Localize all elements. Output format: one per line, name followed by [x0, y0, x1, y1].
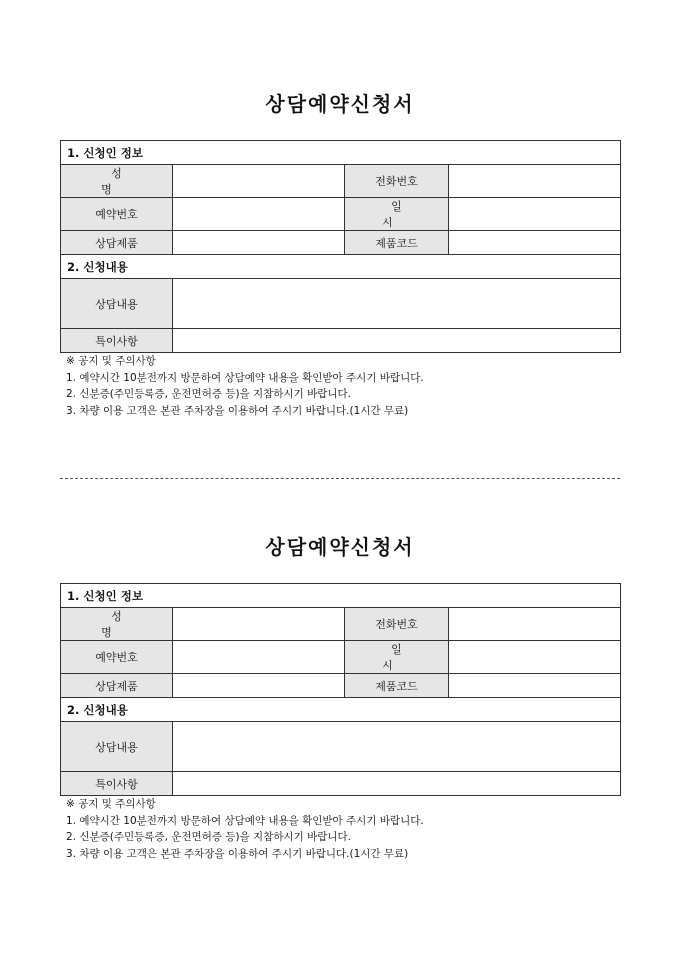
datetime-field[interactable] [449, 641, 621, 674]
remarks-field[interactable] [173, 329, 621, 353]
section-applicant-info: 1. 신청인 정보 [61, 584, 621, 608]
consultation-content-label: 상담내용 [61, 722, 173, 772]
product-code-field[interactable] [449, 231, 621, 255]
notice-header: ※ 공지 및 주의사항 [66, 355, 156, 367]
consultation-content-field[interactable] [173, 279, 621, 329]
name-label: 성 명 [61, 608, 173, 641]
form-table [60, 140, 621, 353]
remarks-field[interactable] [173, 772, 621, 796]
form-table [60, 583, 621, 796]
product-label: 상담제품 [61, 674, 173, 698]
consultation-content-label: 상담내용 [61, 279, 173, 329]
reservation-number-label: 예약번호 [61, 641, 173, 674]
name-field[interactable] [173, 608, 345, 641]
reservation-number-label: 예약번호 [61, 198, 173, 231]
remarks-label: 특이사항 [61, 329, 173, 353]
notice-item: 1. 예약시간 10분전까지 방문하여 상담예약 내용을 확인받아 주시기 바랍니다. [66, 814, 424, 827]
name-field[interactable] [173, 165, 345, 198]
phone-field[interactable] [449, 165, 621, 198]
reservation-form-1 [60, 90, 620, 419]
phone-label: 전화번호 [345, 608, 449, 641]
notice-header: ※ 공지 및 주의사항 [66, 798, 156, 810]
notice-item: 2. 신분증(주민등록증, 운전면허증 등)을 지참하시기 바랍니다. [66, 831, 352, 843]
section-request-content: 2. 신청내용 [61, 698, 621, 722]
product-code-label: 제품코드 [345, 231, 449, 255]
form-title: 상담예약신청서 [265, 92, 415, 116]
section-applicant-info: 1. 신청인 정보 [61, 141, 621, 165]
datetime-field[interactable] [449, 198, 621, 231]
product-code-field[interactable] [449, 674, 621, 698]
notice-item: 3. 차량 이용 고객은 본관 주차장을 이용하여 주시기 바랍니다.(1시간 무료) [66, 404, 409, 417]
form-title: 상담예약신청서 [265, 535, 415, 559]
remarks-label: 특이사항 [61, 772, 173, 796]
phone-label: 전화번호 [345, 165, 449, 198]
notice-item: 3. 차량 이용 고객은 본관 주차장을 이용하여 주시기 바랍니다.(1시간 무료) [66, 847, 409, 860]
product-label: 상담제품 [61, 231, 173, 255]
product-code-label: 제품코드 [345, 674, 449, 698]
notice-section [60, 796, 620, 862]
name-label: 성 명 [61, 165, 173, 198]
notice-item: 1. 예약시간 10분전까지 방문하여 상담예약 내용을 확인받아 주시기 바랍니다. [66, 371, 424, 384]
reservation-number-field[interactable] [173, 198, 345, 231]
reservation-number-field[interactable] [173, 641, 345, 674]
notice-section [60, 353, 620, 419]
notice-item: 2. 신분증(주민등록증, 운전면허증 등)을 지참하시기 바랍니다. [66, 388, 352, 400]
section-request-content: 2. 신청내용 [61, 255, 621, 279]
product-field[interactable] [173, 231, 345, 255]
cut-line-divider [60, 478, 620, 479]
phone-field[interactable] [449, 608, 621, 641]
consultation-content-field[interactable] [173, 722, 621, 772]
product-field[interactable] [173, 674, 345, 698]
reservation-form-2 [60, 533, 620, 862]
datetime-label: 일 시 [345, 198, 449, 231]
datetime-label: 일 시 [345, 641, 449, 674]
